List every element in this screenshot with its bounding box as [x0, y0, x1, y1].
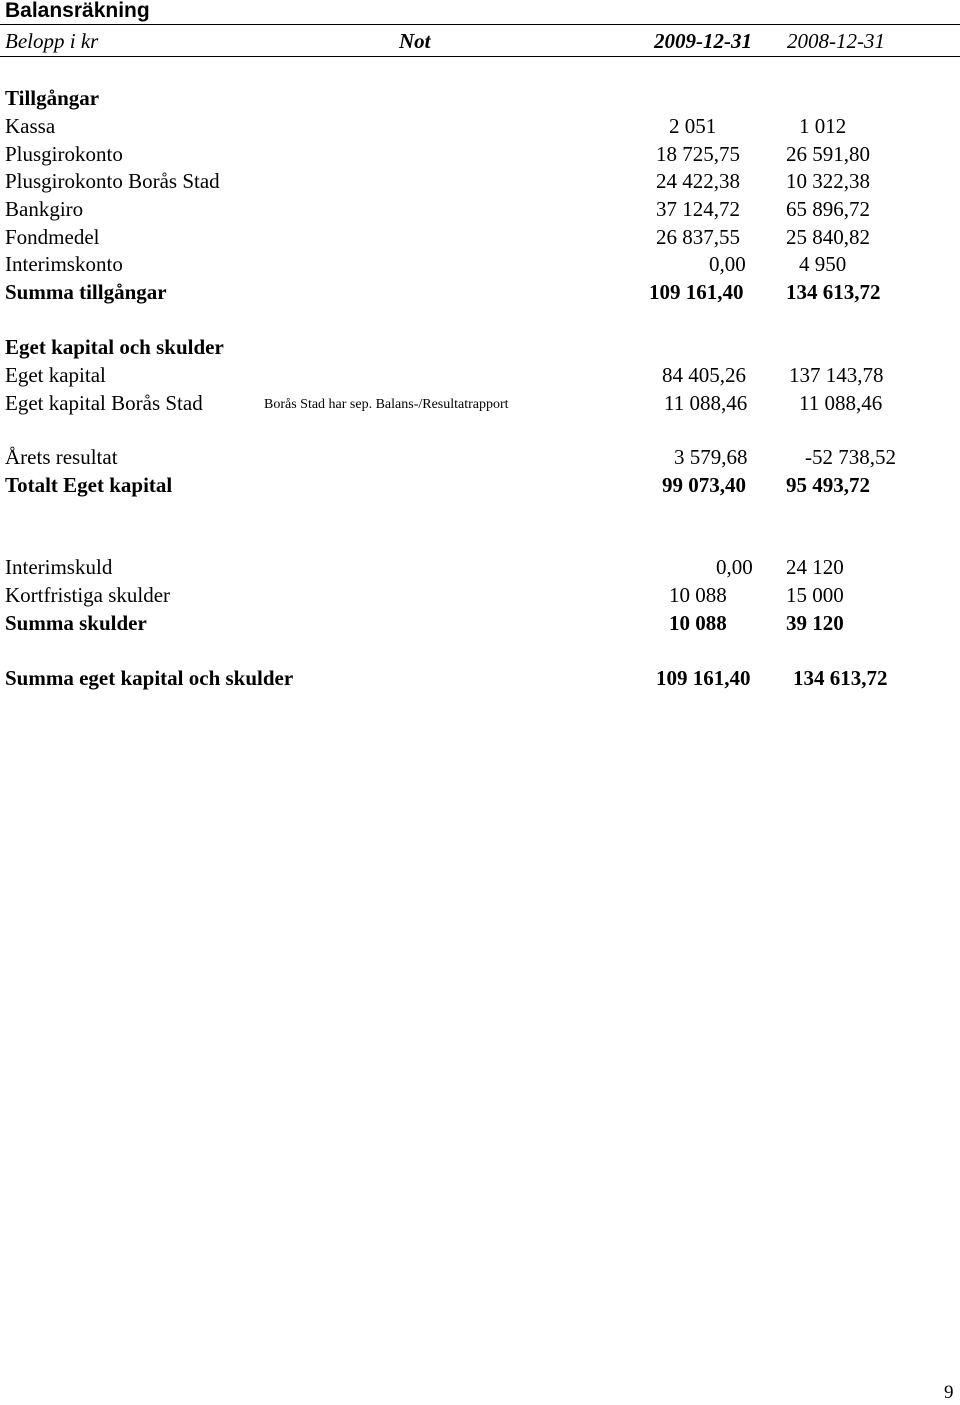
table-row	[0, 167, 960, 195]
current-value: 3 579,68	[674, 445, 748, 469]
row-label: Eget kapital	[5, 363, 106, 387]
previous-value: 25 840,82	[786, 225, 870, 249]
previous-value: 134 613,72	[793, 666, 888, 690]
row-label: Eget kapital Borås Stad	[5, 391, 203, 415]
current-value: 24 422,38	[656, 169, 740, 193]
previous-value: 11 088,46	[799, 391, 883, 415]
table-row	[0, 361, 960, 389]
previous-value: 24 120	[786, 555, 844, 579]
table-row	[0, 112, 960, 140]
row-label: Årets resultat	[5, 445, 118, 469]
table-row	[0, 553, 960, 581]
equity-heading: Eget kapital och skulder	[5, 335, 224, 359]
row-label: Summa skulder	[5, 611, 147, 635]
previous-value: 134 613,72	[786, 280, 881, 304]
table-row	[0, 389, 960, 417]
row-label: Interimskuld	[5, 555, 113, 579]
current-value: 109 161,40	[649, 280, 744, 304]
table-row	[0, 581, 960, 609]
current-value: 2 051	[669, 114, 717, 138]
previous-year-header: 2008-12-31	[787, 29, 885, 53]
document-title: Balansräkning	[5, 0, 150, 22]
current-value: 84 405,26	[662, 363, 746, 387]
current-value: 37 124,72	[656, 197, 740, 221]
table-row	[0, 443, 960, 471]
grand-total-row	[0, 664, 960, 692]
row-label: Summa tillgångar	[5, 280, 167, 304]
previous-value: 39 120	[786, 611, 844, 635]
row-label: Bankgiro	[5, 197, 84, 221]
table-row	[0, 223, 960, 251]
previous-value: 26 591,80	[786, 142, 870, 166]
page-number: 9	[944, 1382, 954, 1403]
row-label: Summa eget kapital och skulder	[5, 666, 294, 690]
previous-value: 137 143,78	[789, 363, 884, 387]
row-label: Totalt Eget kapital	[5, 473, 173, 497]
previous-value: -52 738,52	[805, 445, 896, 469]
current-year-header: 2009-12-31	[654, 29, 752, 53]
amount-unit-header: Belopp i kr	[5, 29, 99, 53]
previous-value: 4 950	[799, 252, 847, 276]
current-value: 18 725,75	[656, 142, 740, 166]
assets-heading: Tillgångar	[5, 86, 100, 110]
current-value: 0,00	[716, 555, 753, 579]
table-row	[0, 195, 960, 223]
current-value: 11 088,46	[664, 391, 748, 415]
column-header-row	[0, 24, 960, 57]
row-label: Plusgirokonto Borås Stad	[5, 169, 220, 193]
note-column-header: Not	[399, 29, 431, 53]
current-value: 26 837,55	[656, 225, 740, 249]
current-value: 10 088	[669, 611, 727, 635]
table-row	[0, 140, 960, 168]
row-label: Kassa	[5, 114, 56, 138]
current-value: 0,00	[709, 252, 746, 276]
previous-value: 1 012	[799, 114, 847, 138]
current-value: 109 161,40	[656, 666, 751, 690]
row-label: Interimskonto	[5, 252, 123, 276]
row-note: Borås Stad har sep. Balans-/Resultatrapport	[264, 397, 509, 412]
previous-value: 10 322,38	[786, 169, 870, 193]
liabilities-total-row	[0, 609, 960, 637]
assets-heading-row	[0, 84, 960, 112]
current-value: 10 088	[669, 583, 727, 607]
previous-value: 15 000	[786, 583, 844, 607]
previous-value: 65 896,72	[786, 197, 870, 221]
previous-value: 95 493,72	[786, 473, 870, 497]
row-label: Kortfristiga skulder	[5, 583, 171, 607]
equity-heading-row	[0, 333, 960, 361]
current-value: 99 073,40	[662, 473, 746, 497]
assets-total-row	[0, 278, 960, 306]
title-band	[0, 0, 960, 25]
table-row	[0, 250, 960, 278]
row-label: Plusgirokonto	[5, 142, 123, 166]
equity-total-row	[0, 471, 960, 499]
row-label: Fondmedel	[5, 225, 100, 249]
